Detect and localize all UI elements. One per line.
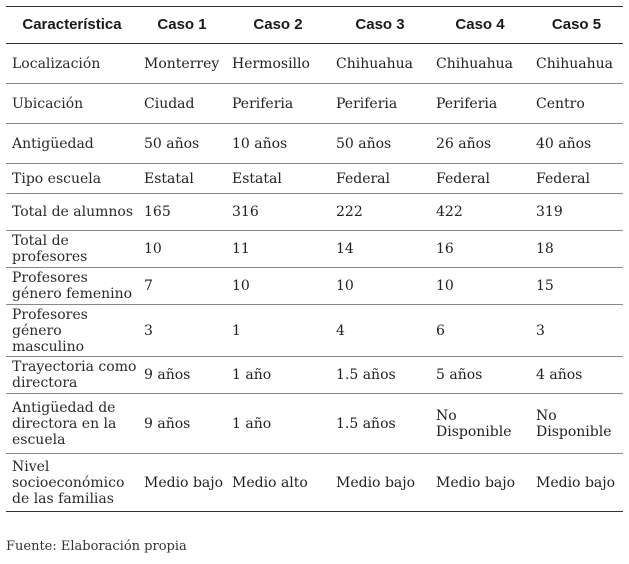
cell-caso-3: Federal [330, 164, 430, 194]
cell-caso-5: Federal [530, 164, 623, 194]
cell-caso-5: 4 años [530, 357, 623, 394]
header-caso-5: Caso 5 [530, 7, 623, 44]
table-row [6, 357, 623, 394]
cell-caso-5: 319 [530, 194, 623, 231]
row-label: Profesores género masculino [6, 305, 138, 357]
cell-caso-4: 16 [430, 231, 530, 268]
cell-caso-5: Medio bajo [530, 454, 623, 512]
cell-caso-2: Estatal [226, 164, 330, 194]
cell-caso-3: 10 [330, 268, 430, 305]
header-caracteristica: Característica [6, 7, 138, 44]
cell-caso-4: 422 [430, 194, 530, 231]
row-label: Trayectoria como directora [6, 357, 138, 394]
cell-caso-4: No Disponible [430, 394, 530, 454]
cell-caso-1: 9 años [138, 357, 226, 394]
table-row [6, 84, 623, 124]
cell-caso-5: 18 [530, 231, 623, 268]
cell-caso-5: 15 [530, 268, 623, 305]
table-body [6, 44, 623, 512]
table-row [6, 231, 623, 268]
header-caso-3: Caso 3 [330, 7, 430, 44]
cell-caso-1: Ciudad [138, 84, 226, 124]
characteristics-table [6, 6, 623, 512]
table-row [6, 268, 623, 305]
cell-caso-1: 9 años [138, 394, 226, 454]
cell-caso-3: 14 [330, 231, 430, 268]
cell-caso-3: Medio bajo [330, 454, 430, 512]
cell-caso-3: 1.5 años [330, 394, 430, 454]
header-caso-1: Caso 1 [138, 7, 226, 44]
row-label: Tipo escuela [6, 164, 138, 194]
cell-caso-1: Medio bajo [138, 454, 226, 512]
header-caso-4: Caso 4 [430, 7, 530, 44]
cell-caso-3: 1.5 años [330, 357, 430, 394]
cell-caso-2: 316 [226, 194, 330, 231]
header-row [6, 7, 623, 44]
cell-caso-1: Monterrey [138, 44, 226, 84]
cell-caso-4: Periferia [430, 84, 530, 124]
row-label: Localización [6, 44, 138, 84]
cell-caso-2: 1 año [226, 394, 330, 454]
cell-caso-1: 7 [138, 268, 226, 305]
cell-caso-2: 10 años [226, 124, 330, 164]
row-label: Nivel socioeconómico de las familias [6, 454, 138, 512]
cell-caso-4: 26 años [430, 124, 530, 164]
cell-caso-5: 40 años [530, 124, 623, 164]
cell-caso-1: 10 [138, 231, 226, 268]
header-caso-2: Caso 2 [226, 7, 330, 44]
table-row [6, 305, 623, 357]
cell-caso-5: 3 [530, 305, 623, 357]
cell-caso-1: Estatal [138, 164, 226, 194]
cell-caso-4: Chihuahua [430, 44, 530, 84]
cell-caso-4: 10 [430, 268, 530, 305]
cell-caso-5: Chihuahua [530, 44, 623, 84]
table-row [6, 44, 623, 84]
cell-caso-1: 165 [138, 194, 226, 231]
row-label: Profesores género femenino [6, 268, 138, 305]
cell-caso-2: 1 [226, 305, 330, 357]
cell-caso-3: Periferia [330, 84, 430, 124]
row-label: Total de profesores [6, 231, 138, 268]
cell-caso-4: Federal [430, 164, 530, 194]
table-row [6, 164, 623, 194]
table-row [6, 454, 623, 512]
cell-caso-4: Medio bajo [430, 454, 530, 512]
cell-caso-3: 50 años [330, 124, 430, 164]
cell-caso-2: 11 [226, 231, 330, 268]
row-label: Antigüedad de directora en la escuela [6, 394, 138, 454]
cell-caso-4: 6 [430, 305, 530, 357]
table-row [6, 124, 623, 164]
cell-caso-1: 50 años [138, 124, 226, 164]
cell-caso-1: 3 [138, 305, 226, 357]
cell-caso-2: Periferia [226, 84, 330, 124]
cell-caso-2: 1 año [226, 357, 330, 394]
cell-caso-5: Centro [530, 84, 623, 124]
cell-caso-3: 4 [330, 305, 430, 357]
row-label: Ubicación [6, 84, 138, 124]
cell-caso-4: 5 años [430, 357, 530, 394]
row-label: Antigüedad [6, 124, 138, 164]
cell-caso-2: 10 [226, 268, 330, 305]
row-label: Total de alumnos [6, 194, 138, 231]
table-row [6, 394, 623, 454]
cell-caso-2: Hermosillo [226, 44, 330, 84]
table-row [6, 194, 623, 231]
table-container [6, 6, 623, 512]
source-note: Fuente: Elaboración propia [6, 539, 187, 554]
cell-caso-5: No Disponible [530, 394, 623, 454]
cell-caso-3: 222 [330, 194, 430, 231]
cell-caso-3: Chihuahua [330, 44, 430, 84]
cell-caso-2: Medio alto [226, 454, 330, 512]
